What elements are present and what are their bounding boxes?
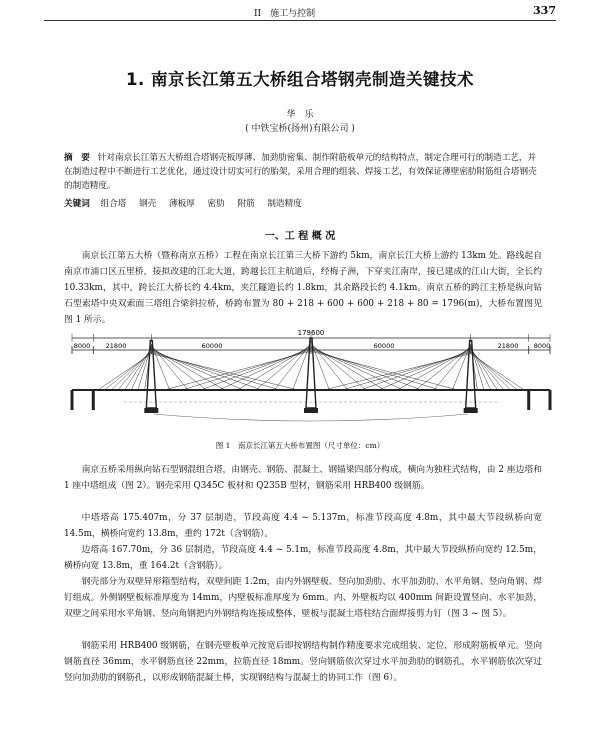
keyword: 钢壳 — [139, 199, 157, 209]
span-label: 60000 — [373, 342, 395, 350]
auxiliary-pier — [527, 390, 530, 410]
stay-cable — [201, 348, 311, 390]
section-heading: 一、工 程 概 况 — [264, 231, 336, 242]
abstract-label: 摘 要 — [64, 153, 90, 163]
tower-foundation — [464, 408, 478, 413]
stay-cable — [182, 350, 311, 390]
body-paragraph: 南京五桥采用纵向钻石型钢混组合塔，由钢壳、钢筋、混凝土、钢锚梁四部分构成，横向为独柱式结构，由 2 座边塔和 1 座中塔组成（图 2）。钢壳采用 Q345C 板材和 Q235B 型材，钢筋采用 HRB400 级钢筋。 — [64, 465, 542, 491]
total-span-label: 179600 — [297, 329, 325, 337]
body-paragraph: 钢筋采用 HRB400 级钢筋，在钢壳壁板单元按宽后即按钢结构制作精度要求完成组装、定位，形成附筋板单元。竖向钢筋直径 36mm，水平钢筋直径 22mm，拉筋直径 18mm。竖向钢筋依次穿过水平加劲肋的钢筋孔，水平钢筋依次穿过竖向加劲肋的钢筋孔，以形成钢筋混凝土棒，实现钢结构与混凝土的协同工作（图 6）。 — [64, 641, 542, 683]
keyword: 组合塔 — [100, 199, 127, 209]
tower-foundation — [144, 408, 158, 413]
stay-cable — [311, 348, 421, 390]
paper-title: 1. 南京长江第五大桥组合塔钢壳制造关键技术 — [126, 70, 474, 89]
span-label: 8000 — [533, 342, 551, 350]
page-number: 337 — [533, 4, 556, 17]
span-label: 21800 — [105, 342, 127, 350]
abstract — [64, 151, 542, 193]
bridge-layout-diagram — [64, 328, 558, 432]
auxiliary-pier — [71, 390, 74, 410]
bridge-structure — [71, 334, 552, 413]
keywords — [64, 197, 542, 209]
span-label: 60000 — [201, 342, 223, 350]
span-label: 8000 — [73, 342, 91, 350]
tower-foundation — [304, 408, 318, 413]
abstract-text: 针对南京长江第五大桥组合塔钢壳板厚薄、加劲肋密集、制作附筋板单元的结构特点，制定合理可行的制造工艺，并在制造过程中不断进行工艺优化，通过设计切实可行的胎架，采用合理的组装、焊接工艺，有效保证薄壁密肋附筋组合塔钢壳的制造精度。 — [64, 153, 537, 191]
body-paragraph: 边塔高 167.70m，分 36 层制造，节段高度 4.4 ~ 5.1m，标准节段高度 4.8m，其中最大节段纵桥向宽约 12.5m，横桥向宽 13.8m，重 164.2t（含钢筋）。 — [64, 545, 542, 571]
auxiliary-pier — [549, 390, 552, 410]
body-paragraph: 中塔塔高 175.407m，分 37 层制造，节段高度 4.4 ~ 5.137m，标准节段高度 4.8m，其中最大节段纵桥向宽 14.5m，横桥向宽约 13.8m，重约 172t（含钢筋）。 — [64, 513, 542, 539]
auxiliary-pier — [92, 390, 95, 410]
affiliation: ( 中铁宝桥(扬州)有限公司 ) — [245, 124, 355, 134]
stay-cable — [311, 350, 440, 390]
body-paragraph: 南京长江第五大桥（暨称南京五桥）工程在南京长江第三大桥下游约 5km，南京长江大桥上游约 13km 处。路线起自南京市浦口区五里桥，接拟改建的江北大道，跨越长江主航道后，经梅子洲，下穿夹江南岸，接已建成的江山大街，全长约 10.33km，其中，跨长江大桥长约 4.4km，夹江隧道长约 1.8km，其余路段长约 4.1km。南京五桥的跨江主桥是纵向钻石型索塔中央双索面三塔组合梁斜拉桥，桥跨布置为 80 + 218 + 600 + 600 + 218 + 80 = 1796(m)，大桥布置图见图 1 所示。 — [64, 251, 542, 325]
keyword: 薄板厚 — [169, 199, 195, 209]
body-paragraph: 钢壳部分为双壁异形箱型结构，双壁间距 1.2m，由内外钢壁板、竖向加劲肋、水平加劲肋、水平角钢、竖向角钢、焊钉组成。外侧钢壁板标准厚度为 14mm，内壁板标准厚度为 6mm。内、外壁板均以 400mm 间距设置竖向、水平加劲，双壁之间采用水平角钢、竖向角钢把内外钢结构连接成整体，壁板与混凝土塔柱结合面焊接剪力钉（图 3 ~ 图 5）。 — [64, 577, 542, 619]
keyword: 附筋 — [237, 199, 255, 209]
author: 华 乐 — [286, 110, 314, 120]
keyword: 密肋 — [207, 199, 225, 209]
header-section: II 施工与控制 — [254, 9, 316, 19]
stay-cable — [311, 351, 458, 390]
stay-cable — [164, 351, 311, 390]
figure-caption: 图 1 南京长江第五大桥布置图（尺寸单位：cm） — [215, 441, 385, 450]
running-header — [44, 6, 556, 21]
span-label: 21800 — [497, 342, 519, 350]
keywords-label: 关键词 — [64, 199, 90, 209]
river-bed — [154, 414, 468, 421]
keyword: 制造精度 — [267, 199, 302, 209]
